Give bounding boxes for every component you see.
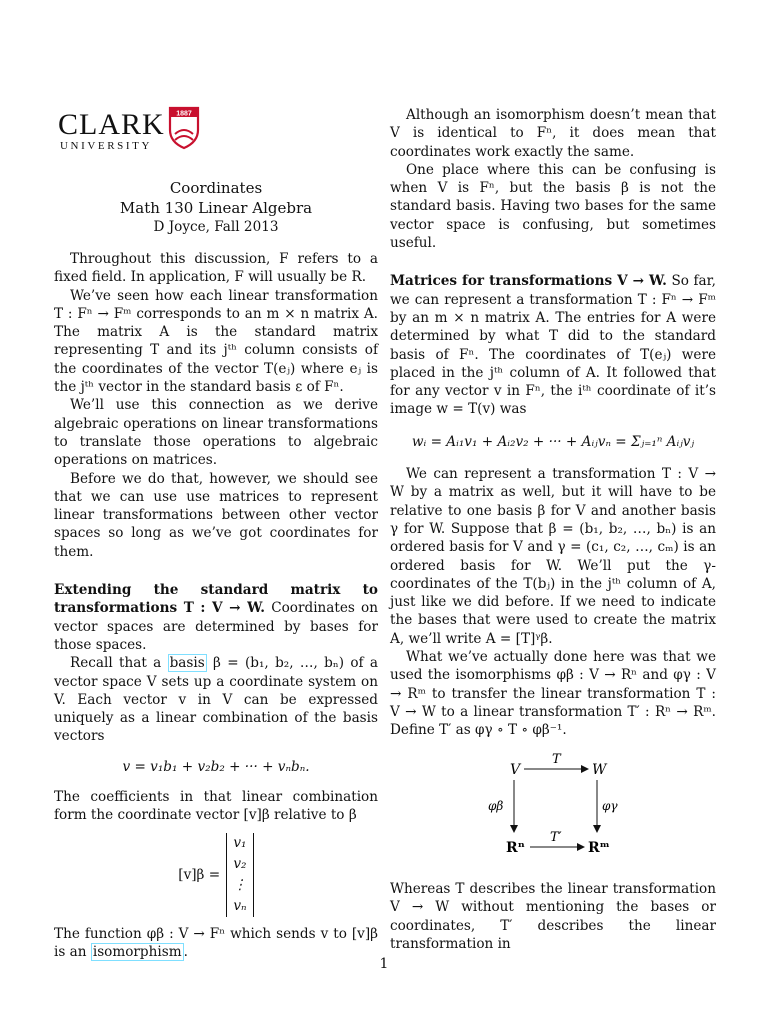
text-run: .	[183, 943, 188, 960]
title-block	[54, 178, 378, 237]
paragraph: Throughout this discussion, F refers to a fixed field. In application, F will usually be R.	[54, 251, 378, 286]
commutative-diagram	[480, 752, 640, 862]
paragraph	[54, 654, 378, 745]
label-top: T	[552, 752, 561, 767]
vector-lhs: [v]β =	[178, 866, 221, 883]
course-name: Math 130 Linear Algebra	[119, 199, 313, 217]
right-column-bottom	[390, 880, 716, 953]
text-run: The function φβ : V → Fⁿ which sends v to [v]β is an	[54, 925, 378, 960]
diagram-svg	[480, 752, 640, 862]
diagram-node-w: W	[592, 762, 607, 778]
paragraph: Although an isomorphism doesn’t mean that V is identical to Fⁿ, it does mean that coordinates work exactly the same.	[390, 107, 716, 160]
shield-icon	[170, 108, 198, 148]
paragraph: Before we do that, however, we should see that we can use use matrices to represent linear transformations between other vector spaces so long as we’ve got coordinates for them.	[54, 470, 378, 560]
paragraph: We’ve seen how each linear transformation T : Fⁿ → Fᵐ corresponds to an m × n matrix A. The matrix A is the standard matrix representing T and its jᵗʰ column consists of the coordinates of the vector T(eⱼ) where eⱼ is the jᵗʰ vector in the standard basis ε of Fⁿ.	[54, 287, 378, 396]
logo-wordmark: CLARK	[58, 108, 165, 141]
clark-university-logo	[58, 104, 208, 152]
logo-subtitle: UNIVERSITY	[60, 140, 152, 152]
paragraph: Whereas T describes the linear transformation V → W without mentioning the bases or coordinates, T′ describes the linear transformation in	[390, 881, 716, 952]
paragraph: The coefficients in that linear combination form the coordinate vector [v]β relative to β	[54, 789, 378, 824]
section-heading: Matrices for transformations V → W.	[390, 273, 667, 290]
isomorphism-link[interactable]: isomorphism	[92, 943, 182, 960]
equation-linear-combination: v = v₁b₁ + v₂b₂ + ··· + vₙbₙ.	[122, 758, 310, 775]
vector-entry: vₙ	[233, 897, 247, 914]
diagram-node-rm: Rᵐ	[588, 840, 610, 856]
section-text: So far, we can represent a transformation T : Fⁿ → Fᵐ by an m × n matrix A. The entries for A were determined by what T did to the standard basis of Fⁿ. The coordinates of T(eⱼ) were placed in the jᵗʰ column of A. It followed that for any vector v in Fⁿ, the iᵗʰ coordinate of it’s image w = T(v) was	[390, 273, 716, 418]
paragraph: We can represent a transformation T : V → W by a matrix as well, but it will have to be relative to one basis β for V and another basis γ for W. Suppose that β = (b₁, b₂, …, bₙ) is an ordered basis for V and γ = (c₁, c₂, …, cₘ) is an ordered basis for W. We’ll put the γ-coordinates of the T(bⱼ) in the jᵗʰ column of A, just like we did before. If we need to indicate the bases that were used to create the matrix A, we’ll write A = [T]ᵞβ.	[390, 466, 716, 647]
right-column	[390, 106, 716, 740]
page-title: Coordinates	[169, 179, 263, 197]
page-number: 1	[379, 956, 389, 972]
section-paragraph	[390, 272, 716, 418]
basis-link[interactable]: basis	[169, 655, 205, 672]
section-paragraph	[54, 581, 378, 654]
diagram-node-v: V	[510, 762, 521, 778]
label-right: φγ	[602, 799, 618, 813]
section-text: Coordinates on vector spaces are determined by bases for those spaces.	[54, 600, 379, 653]
logo-year: 1887	[176, 110, 192, 118]
paragraph: What we’ve actually done here was that we used the isomorphisms φβ : V → Rⁿ and φγ : V → Rᵐ to transfer the linear transformation T : V → W to a linear transformation T′ : Rⁿ → Rᵐ. Define T′ as φγ ∘ T ∘ φβ⁻¹.	[390, 649, 716, 739]
vector-entry: v₂	[233, 855, 247, 872]
left-column	[54, 250, 378, 961]
vector-entry: v₁	[233, 834, 247, 851]
label-bottom: T′	[550, 830, 562, 845]
paragraph: We’ll use this connection as we derive algebraic operations on linear transformations to translate those operations to algebraic operations on matrices.	[54, 397, 378, 469]
text-run: β = (b₁, b₂, …, bₙ) of a vector space V sets up a coordinate system on V. Each vector v in V can be expressed uniquely as a linear combination of the basis vectors	[54, 655, 378, 745]
diagram-node-rn: Rⁿ	[506, 840, 525, 856]
text-run: Recall that a	[70, 655, 162, 672]
coordinate-vector	[54, 833, 378, 917]
column-vector	[226, 833, 254, 917]
vector-entry: ⋮	[233, 876, 247, 893]
author-line: D Joyce, Fall 2013	[153, 219, 279, 235]
section-heading: Extending the standard matrix to transformations T : V → W.	[54, 582, 378, 617]
label-left: φβ	[488, 799, 504, 813]
paragraph: One place where this can be confusing is when V is Fⁿ, but the basis β is not the standard basis. Having two bases for the same vector space is confusing, but sometimes useful.	[390, 161, 716, 252]
equation-coordinate-sum: wᵢ = Aᵢ₁v₁ + Aᵢ₂v₂ + ··· + Aᵢⱼvₙ = Σⱼ₌₁ⁿ Aᵢⱼvⱼ	[411, 433, 695, 450]
